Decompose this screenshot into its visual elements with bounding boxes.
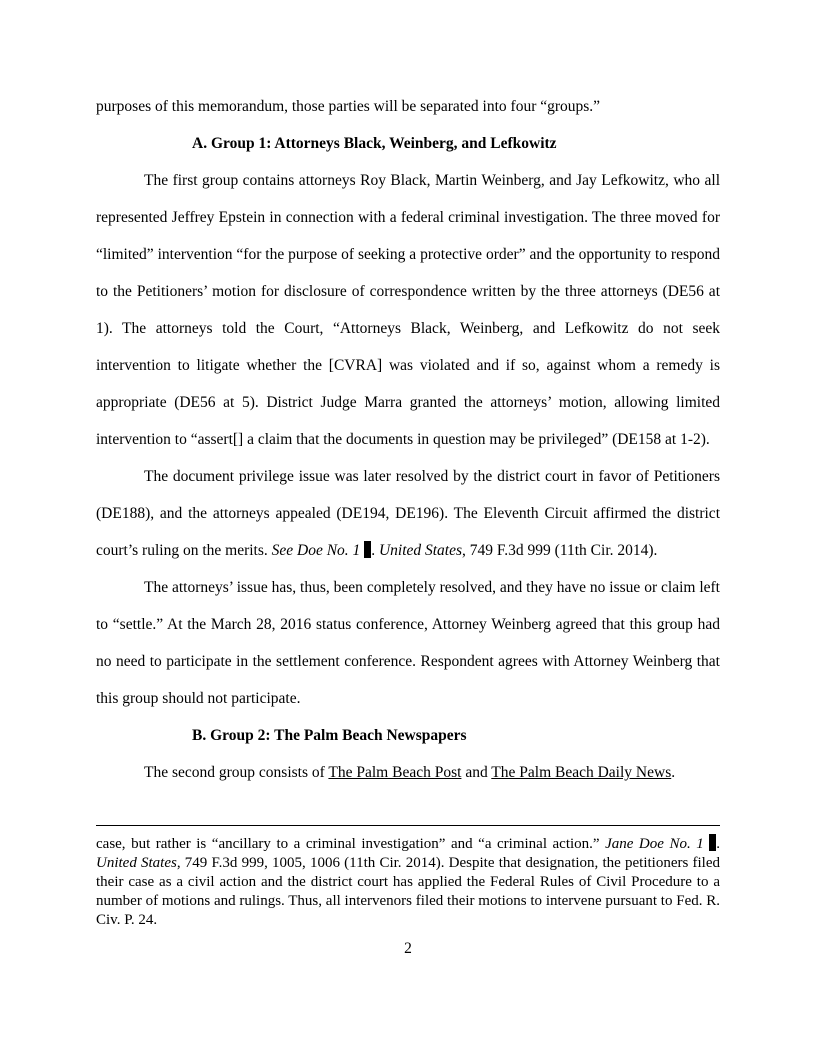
para-2-end: , 749 F.3d 999 (11th Cir. 2014). — [462, 542, 658, 559]
page-number: 2 — [404, 940, 412, 957]
footnote-citation-doe: Jane Doe No. 1 — [605, 836, 704, 852]
citation-united-states: United States — [378, 542, 463, 559]
newspaper-palm-beach-post: The Palm Beach Post — [328, 764, 462, 781]
para-2-vs: . — [371, 542, 379, 559]
para-4-text: The second group consists of — [144, 764, 329, 781]
footnote-end: , 749 F.3d 999, 1005, 1006 (11th Cir. 2014). Despite that designation, the petitioners filed their case as a civil action and the district court has applied the Federal Rules of Civil Procedure to a number of motions and rulings. Thus, all intervenors filed their motions to intervene pursuant to Fed. R. Civ. P. 24. — [96, 855, 721, 928]
paragraph-privilege-issue — [96, 458, 720, 569]
paragraph-group-1: The first group contains attorneys Roy Black, Martin Weinberg, and Jay Lefkowitz, who all represented Jeffrey Epstein in connection with a federal criminal investigation. The three moved for “limited” intervention “for the purpose of seeking a protective order” and the opportunity to respond to the Petitioners’ motion for disclosure of correspondence written by the three attorneys (DE56 at 1). The attorneys told the Court, “Attorneys Black, Weinberg, and Lefkowitz do not seek intervention to litigate whether the [CVRA] was violated and if so, against whom a remedy is appropriate (DE56 at 5). District Judge Marra granted the attorneys’ motion, allowing limited intervention to “assert[] a claim that the documents in question may be privileged” (DE158 at 1-2). — [96, 172, 720, 448]
body-text — [96, 88, 720, 791]
footnote — [96, 834, 720, 930]
footnote-citation-united-states: United States — [96, 855, 177, 871]
footnote-text: case, but rather is “ancillary to a criminal investigation” and “a criminal action.” — [96, 836, 606, 852]
citation-doe: See Doe No. 1 — [271, 542, 361, 559]
section-heading-a: A. Group 1: Attorneys Black, Weinberg, and Lefkowitz — [192, 135, 557, 152]
paragraph-group-2 — [96, 754, 720, 791]
newspaper-palm-beach-daily-news: The Palm Beach Daily News — [491, 764, 672, 781]
footnote-divider — [96, 825, 720, 826]
para-2-text: The document privilege issue was later resolved by the district court in favor of Petitioners (DE188), and the attorneys appealed (DE194, DE196). The Eleventh Circuit affirmed the district court’s ruling on the merits. — [96, 468, 720, 559]
paragraph-resolved: The attorneys’ issue has, thus, been completely resolved, and they have no issue or claim left to “settle.” At the March 28, 2016 status conference, Attorney Weinberg agreed that this group had no need to participate in the settlement conference. Respondent agrees with Attorney Weinberg that this group should not participate. — [96, 579, 720, 707]
para-4-end: . — [671, 764, 676, 781]
footnote-vs: . — [716, 836, 721, 852]
section-heading-b: B. Group 2: The Palm Beach Newspapers — [192, 727, 467, 744]
para-4-and: and — [461, 764, 492, 781]
opening-line: purposes of this memorandum, those parties will be separated into four “groups.” — [96, 98, 601, 115]
document-page — [96, 0, 720, 1056]
